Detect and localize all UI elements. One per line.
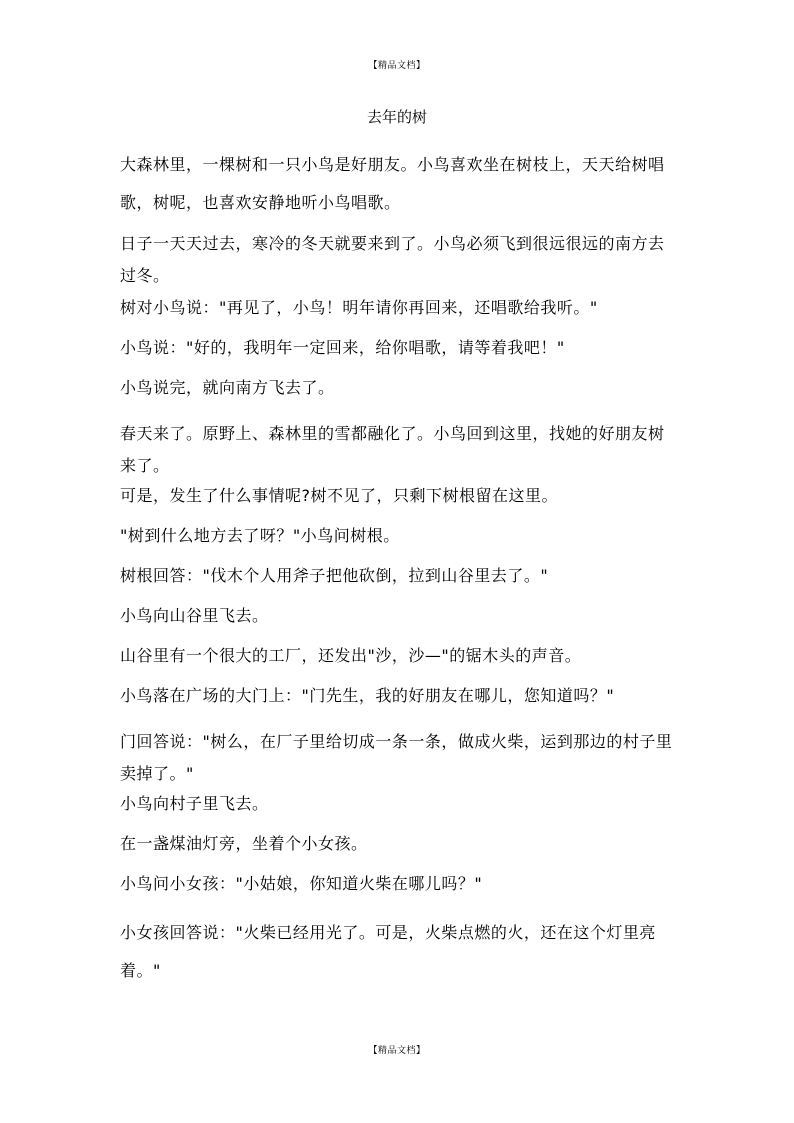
paragraph: 小鸟向村子里飞去。 bbox=[120, 794, 269, 813]
paragraph: 小鸟说完，就向南方飞去了。 bbox=[120, 378, 335, 397]
paragraph: 小鸟说："好的，我明年一定回来，给你唱歌，请等着我吧！" bbox=[120, 338, 565, 357]
paragraph: 小鸟问小女孩："小姑娘，你知道火柴在哪儿吗？" bbox=[120, 874, 483, 893]
paragraph: 树根回答："伐木个人用斧子把他砍倒，拉到山谷里去了。" bbox=[120, 566, 549, 585]
paragraph: 门回答说："树么，在厂子里给切成一条一条，做成火柴，运到那边的村子里卖掉了。" bbox=[120, 732, 673, 783]
paragraph: 小鸟落在广场的大门上："门先生，我的好朋友在哪儿，您知道吗？" bbox=[120, 686, 615, 705]
paragraph: 春天来了。原野上、森林里的雪都融化了。小鸟回到这里，找她的好朋友树来了。 bbox=[120, 424, 665, 475]
paragraph: 可是，发生了什么事情呢?树不见了，只剩下树根留在这里。 bbox=[120, 486, 558, 505]
document-title: 去年的树 bbox=[366, 108, 427, 126]
page-header: 【精品文档】 bbox=[368, 61, 426, 71]
paragraph: "树到什么地方去了呀？"小鸟问树根。 bbox=[120, 526, 400, 545]
paragraph: 日子一天天过去，寒冷的冬天就要来到了。小鸟必须飞到很远很远的南方去过冬。 bbox=[120, 234, 665, 285]
page-footer: 【精品文档】 bbox=[368, 1046, 426, 1056]
paragraph: 小鸟向山谷里飞去。 bbox=[120, 606, 269, 625]
paragraph: 树对小鸟说："再见了，小鸟！明年请你再回来，还唱歌给我听。" bbox=[120, 298, 598, 317]
paragraph: 山谷里有一个很大的工厂，还发出"沙，沙—"的锯木头的声音。 bbox=[120, 646, 582, 665]
paragraph: 大森林里，一棵树和一只小鸟是好朋友。小鸟喜欢坐在树枝上，天天给树唱歌，树呢，也喜欢安静地听小鸟唱歌。 bbox=[120, 155, 665, 212]
paragraph: 小女孩回答说："火柴已经用光了。可是，火柴点燃的火，还在这个灯里亮着。" bbox=[120, 923, 656, 980]
document-body bbox=[120, 146, 680, 990]
paragraph: 在一盏煤油灯旁，坐着个小女孩。 bbox=[120, 834, 368, 853]
